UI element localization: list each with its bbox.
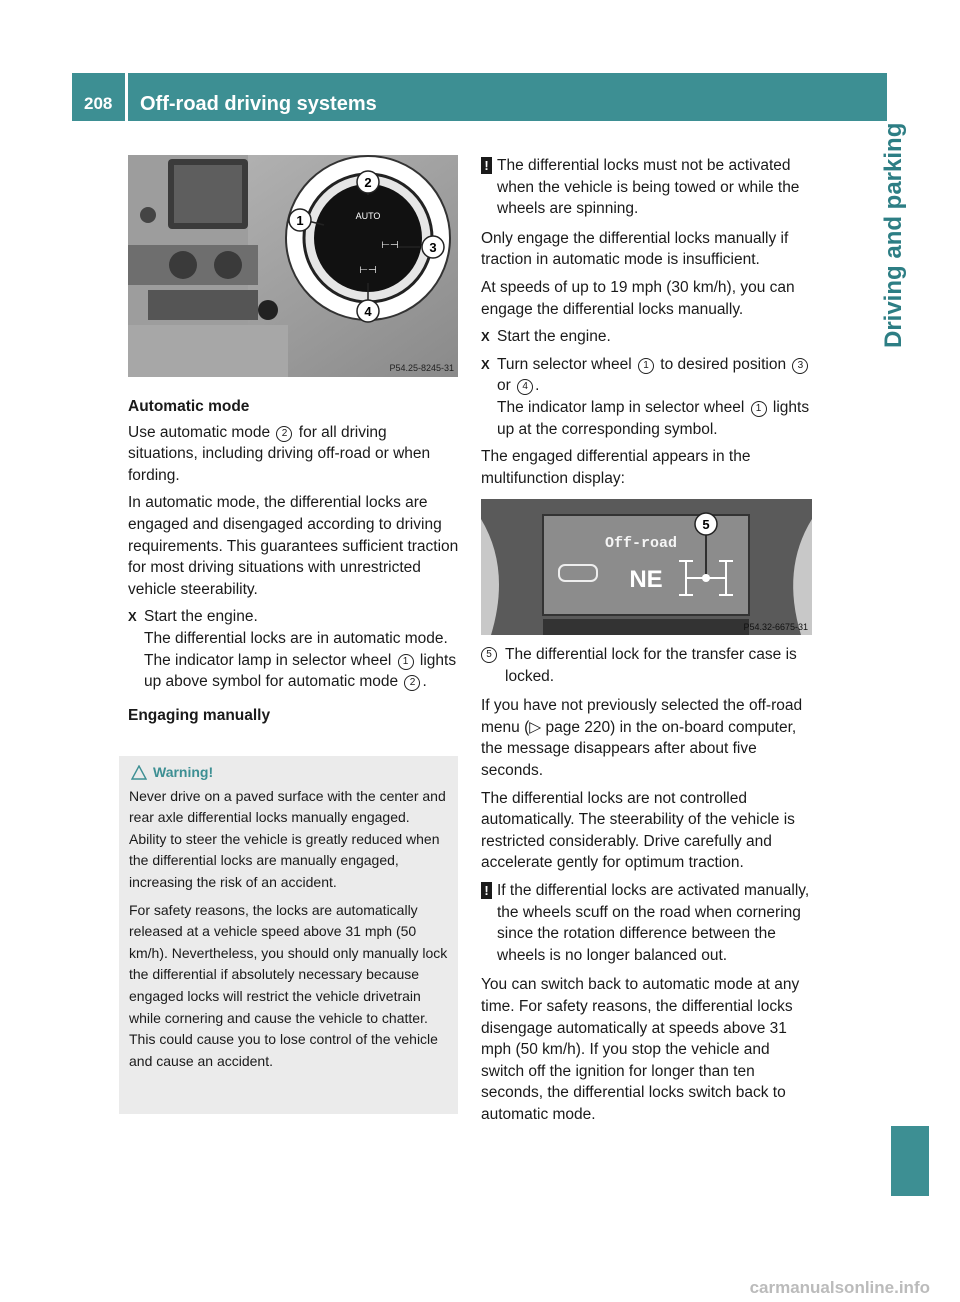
callout-2: 2 (364, 175, 372, 190)
svg-text:Off-road: Off-road (604, 535, 678, 552)
page-number: 208 (84, 94, 113, 113)
legend-item-5: 5 The differential lock for the transfer case is locked. (481, 644, 813, 687)
caution-note: ! The differential locks must not be activated when the vehicle is being towed or while the wheels are spinning. (481, 155, 813, 220)
warning-paragraph: For safety reasons, the locks are automatically released at a vehicle speed above 31 mph (50 km/h). Nevertheless, you should only manually lock the differential if absolutely necessary because engaged locks will restrict the vehicle drivetrain while cornering and cause the vehicle to chatter. This could cause you to lose control of the vehicle and cause an accident. (129, 901, 448, 1069)
caution-note: ! If the differential locks are activated manually, the wheels scuff on the road when cornering since the rotation difference between the wheels is no longer balanced out. (481, 880, 813, 966)
footer-watermark: carmanualsonline.info (749, 1278, 930, 1297)
left-column (128, 396, 460, 730)
svg-text:P54.25-8245-31: P54.25-8245-31 (389, 363, 454, 373)
heading-engaging-manually: Engaging manually (128, 706, 271, 724)
paragraph: If you have not previously selected the off-road menu (▷ page 220) in the on-board computer, the message disappears after about five seconds. (481, 697, 803, 779)
warning-box (119, 756, 458, 1114)
instruction-step: X Turn selector wheel 1 to desired position 3 or 4 . The indicator lamp in selector wheel 1 lights up at the corresponding symbol. (481, 354, 813, 440)
right-column (481, 155, 813, 495)
paragraph: Use automatic mode 2 for all driving situations, including driving off-road or when fording. (128, 423, 431, 484)
warning-triangle-icon (131, 765, 147, 780)
paragraph: You can switch back to automatic mode at any time. For safety reasons, the differential locks disengage automatically at speeds above 31 mph (50 km/h). If you stop the vehicle and switch off the ignition for longer than ten seconds, the differential locks switch back to automatic mode. (481, 976, 800, 1123)
callout-1: 1 (296, 213, 304, 228)
paragraph: The differential locks are not controlled automatically. The steerability of the vehicle is restricted considerably. Drive carefully and accelerate gently for optimum traction. (481, 789, 795, 872)
heading-automatic-mode: Automatic mode (128, 398, 250, 415)
exclamation-icon: ! (481, 882, 492, 899)
svg-text:AUTO: AUTO (355, 211, 381, 221)
paragraph: The engaged differential appears in the multifunction display: (481, 448, 751, 487)
warning-title: Warning! (153, 764, 214, 780)
instruction-step: X Start the engine. The differential locks are in automatic mode. The indicator lamp in selector wheel 1 lights up above symbol for automatic mode 2 . (128, 606, 460, 692)
right-column-lower (481, 644, 813, 1131)
instruction-step: X Start the engine. (481, 326, 813, 348)
paragraph: Only engage the differential locks manually if traction in automatic mode is insufficient. (481, 229, 789, 269)
callout-4: 4 (364, 304, 372, 319)
svg-text:⊢⊣: ⊢⊣ (359, 265, 377, 276)
multifunction-display-photo (481, 499, 812, 635)
svg-text:P54.32-6675-31: P54.32-6675-31 (743, 622, 808, 632)
exclamation-icon: ! (481, 157, 492, 174)
svg-text:⊢⊣: ⊢⊣ (381, 240, 399, 251)
paragraph: In automatic mode, the differential locks are engaged and disengaged according to driving requirements. This guarantees sufficient traction for most driving situations with unrestricted vehicle steerability. (128, 494, 459, 598)
svg-text:NE: NE (629, 566, 663, 593)
side-tab-marker (891, 1126, 929, 1196)
header-divider (125, 73, 128, 121)
paragraph: At speeds of up to 19 mph (30 km/h), you can engage the differential locks manually. (481, 278, 795, 318)
callout-3: 3 (429, 240, 437, 255)
callout-5: 5 (702, 517, 710, 532)
selector-wheel-photo (128, 155, 458, 377)
side-tab-label: Driving and parking (880, 122, 907, 348)
warning-paragraph: Never drive on a paved surface with the center and rear axle differential locks manually engaged. Ability to steer the vehicle is greatly reduced when the differential locks are manually engaged, increasing the risk of an accident. (129, 787, 446, 890)
section-title: Off-road driving systems (140, 93, 377, 115)
